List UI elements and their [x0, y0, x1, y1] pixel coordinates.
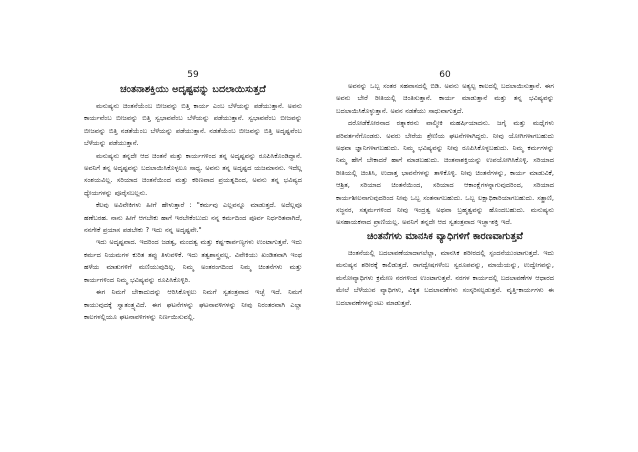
paragraph: ಚಿಂತನೆಯಲ್ಲಿ ಬದಲಾವಣೆಯಾದಾಗಲೆಲ್ಲಾ, ಮಾನಸಿಕ ಶರೀರದಲ್ಲಿ ಸ್ಪಂದನೆಯುಂಟಾಗುತ್ತದೆ. ಇದು ಮನುಷ್ಯನ ಶರೀರಕ್ಕೆ ಕಾಲಿಡುತ್ತದೆ. ರಾಗದ್ವೇಷಗಳೆಂಬ ಸ್ವರೂಪವನ್ನು, ಮಾಯೆಯನ್ನು, ಉದ್ವೇಗವನ್ನು, ಮನೋವ್ಯಾಧಿಗಳು ಕ್ರಮೇಣ ನರಗಳಿಂದ ಉಂಟಾಗುತ್ತವೆ. ನರಗಳ ಕಾರ್ಯದಲ್ಲಿ ಬದಲಾವಣೆಗಳ ಆಧಾರದ ಮೇಲೆ ಬೆಳೆಯುವ ವ್ಯಾಧಿಗಳು, ವಿಕೃತ ಬದಲಾವಣೆಗಳು ಸಂಸ್ಕರಿಸಲ್ಪಡುತ್ತವೆ. ವೃತ್ತಿ-ಕಾರ್ಯಗಳು ಈ ಬದಲಾವಣೆಗಳನ್ನುಂಟು ಮಾಡುತ್ತವೆ. [336, 248, 554, 307]
page-number: 60 [439, 70, 451, 80]
section-title: ಚಿಂತನೆಗಳು ಮಾನಸಿಕ ವ್ಯಾಧಿಗಳಿಗೆ ಕಾರಣವಾಗುತ್ತವೆ [367, 230, 523, 242]
left-page [84, 70, 302, 323]
paragraph: ಇದು ಅದೃಷ್ಟವಾದ. ಇದರಿಂದ ಜಡತ್ವ, ಮಂದತ್ವ ಮತ್ತು ಕಷ್ಟ-ಕಾರ್ಪಣ್ಯಗಳು ಉಂಟಾಗುತ್ತವೆ. ಇದು ಕರ್ಮದ ನಿಯಮಗಳ ಕುರಿತ ತಪ್ಪು ತಿಳುವಳಿಕೆ. ಇದು ತತ್ವಶಾಸ್ತ್ರವಲ್ಲ. ವಿವೇಕಿಯು ಖಂಡಿತವಾಗಿ ಇಂಥ ಹಳೆಯ ಮಾತುಗಳಿಗೆ ಮಣಿಯುವುದಿಲ್ಲ. ನಿಮ್ಮ ಅಂತರಂಗದಿಂದ ನಿಮ್ಮ ಚಿಂತನೆಗಳು ಮತ್ತು ಕಾರ್ಯಗಳಿಂದ ನಿಮ್ಮ ಭವಿಷ್ಯವನ್ನು ರೂಪಿಸಿಕೊಳ್ಳಿರಿ. [84, 238, 302, 284]
page-number: 59 [187, 70, 199, 80]
paragraph: ಕೆಲವು ಅವಿವೇಕಿಗಳು ಹೀಗೆ ಹೇಳುತ್ತಾರೆ : "ಕರ್ಮವು ಎಲ್ಲವನ್ನೂ ಮಾಡುತ್ತದೆ. ಅದೆಲ್ಲವೂ ಹಣೆಬರಹ. ನಾನು ಹೀಗೆ ಆಗಬೇಕು ಹಾಗೆ ಇರಬೇಕೆಂಬುದು ನನ್ನ ಕರ್ಮದಿಂದ ಪೂರ್ವ ನಿರ್ಧರಿತವಾಗಿದೆ, ನನಗೇಕೆ ಪ್ರಯಾಸ ಪಡಬೇಕು ? ಇದು ನನ್ನ ಅದೃಷ್ಟವೇ." [84, 201, 302, 235]
paragraph: ಈಗ ನಿಮಗೆ ಬೇಕಾದುದನ್ನು ಆರಿಸಿಕೊಳ್ಳಲು ನಿಮಗೆ ಸ್ವತಂತ್ರವಾದ ಇಚ್ಛೆ ಇದೆ. ನಿಮಗೆ ಕಾಯುವುದಕ್ಕೆ ಸ್ವಾತಂತ್ರ್ಯವಿದೆ. ಈಗ ಘಟನೆಗಳನ್ನು ಘಟನಾವಳಿಗಳನ್ನು ನೀವು ನಿರಂತರವಾಗಿ ಎಲ್ಲಾ ಕಾಲಗಳಲ್ಲಿಯೂ ಘಟನಾವಳಿಗಳನ್ನು ನಿರ್ಣಯಿಸುವಲ್ಲಿ. [84, 288, 302, 321]
paragraph: ಮನುಷ್ಯನು ತನ್ನದೇ ಆದ ಚಿಂತನೆ ಮತ್ತು ಕಾರ್ಯಗಳಿಂದ ತನ್ನ ಅದೃಷ್ಟವನ್ನು ರೂಪಿಸಿಕೊಂಡಿದ್ದಾನೆ. ಅವನಿಗೆ ತನ್ನ ಅದೃಷ್ಟವನ್ನು ಬದಲಾಯಿಸಿಕೊಳ್ಳಲೂ ಸಾಧ್ಯ. ಅವನು ತನ್ನ ಅದೃಷ್ಟದ ಯಜಮಾನನು. ಇದೆಲ್ಲ ಸಂಶಯವಿಲ್ಲ. ಸರಿಯಾದ ಚಿಂತನೆಯಿಂದ ಮತ್ತು ಕಠಿಣವಾದ ಪ್ರಯತ್ನದಿಂದ, ಅವನು ತನ್ನ ಭವಿಷ್ಯದ ಧ್ಯೇಯಗಳನ್ನು ಪೂರೈಸಬಲ್ಲನು. [84, 151, 302, 197]
right-page [336, 70, 554, 309]
paragraph: ದರೋಡೆಕೋರನಾದ ರತ್ನಾಕರನು ವಾಲ್ಮೀಕಿ ಮಹರ್ಷಿಯಾದನು. ಜಗೈ ಮತ್ತು ಮಧೈಗಳು ಪರಿವರ್ತನೆಗೊಂಡರು. ಅವರು ಬೇರೆಯ ಶ್ರೇಣಿಯ ಘಟನೆಗಳಾಗಿದ್ದರು. ನೀವು ಯೋಗಿಗಳಾಗಬಹುದು ಅಥವಾ ಜ್ಞಾನಿಗಳಾಗಬಹುದು. ನಿಮ್ಮ ಭವಿಷ್ಯವನ್ನು ನೀವು ರೂಪಿಸಿಕೊಳ್ಳಬಹುದು. ನಿಮ್ಮ ಕರ್ಮಗಳನ್ನು ನಿಮ್ಮ ಹೇಗೆ ಬೇಕಾದರೆ ಹಾಗೆ ಮಾಡಬಹುದು. ಚಿಂತನಾಶಕ್ತಿಯನ್ನು ಉಪಯೋಗಿಸಿಕೊಳ್ಳಿ. ಸರಿಯಾದ ರೀತಿಯಲ್ಲಿ ಚಿಂತಿಸಿ, ಉದಾತ್ತ ಭಾವನೆಗಳನ್ನು ತಾಳಿಕೊಳ್ಳಿ. ನೀವು ಚಿಂತನೆಗಳನ್ನು, ಕಾರ್ಯ ಮಾಡುವಿಕೆ, ಆಶ್ರಿತ, ಸರಿಯಾದ ಚಿಂತನೆಯಿಂದ, ಸರಿಯಾದ ಆಕಾಂಕ್ಷೆಗಳನ್ನಾಗುವುದರಿಂದ, ಸರಿಯಾದ ಕಾರ್ಯಶೀಲನಾಗುವುದರಿಂದ ನೀವು ಒಬ್ಬ ಸಂತನಾಗಬಹುದು. ಒಬ್ಬ ಲಕ್ಷಾಧಿಕಾರಿಯಾಗಬಹುದು. ಸತ್ಪ್ರಾಣಿ, ಸಜ್ಜನರ, ಸತ್ಕರ್ಮಗಳಿಂದ ನೀವು ಇಂದ್ರತ್ವ ಅಥವಾ ಬ್ರಹ್ಮತ್ವವನ್ನು ಹೊಂದಬಹುದು. ಮನುಷ್ಯನು ಅಸಹಾಯಕನಾದ ಪ್ರಾಣಿಯಲ್ಲ. ಅವನಿಗೆ ತನ್ನದೇ ಆದ ಸ್ವತಂತ್ರವಾದ ಇಚ್ಛಾ-ಶಕ್ತಿ ಇದೆ. [336, 119, 554, 227]
section-title: ಚಂತನಾಶಕ್ತಿಯು ಅದೃಷ್ಟವನ್ನು ಬದಲಾಯಿಸುತ್ತದೆ [120, 84, 266, 95]
paragraph: ಅವನನ್ನು ಒಬ್ಬ ಸಂತರ ಸಹವಾಸದಲ್ಲಿ ಬಿಡಿ. ಅವನು ಅತ್ಯಲ್ಪ ಕಾಲದಲ್ಲಿ ಬದಲಾಯಿಸುತ್ತಾನೆ. ಈಗ ಅವನು ಬೇರೆ ರೀತಿಯಲ್ಲಿ ಚಿಂತಿಸುತ್ತಾನೆ. ಕಾರ್ಯ ಮಾಡುತ್ತಾನೆ ಮತ್ತು ತನ್ನ ಭವಿಷ್ಯವನ್ನು ಬದಲಾಯಿಸಿಕೊಳ್ಳುತ್ತಾನೆ. ಅವನ ನಡತೆಯು ಸಾಧುವಾಗುತ್ತದೆ. [336, 82, 554, 115]
paragraph: ಮನುಷ್ಯನು ಚಿಂತನೆಯೆಂಬ ಬೀಜವನ್ನು ಬಿತ್ತಿ ಕಾರ್ಯ ಎಂಬ ಬೆಳೆಯನ್ನು ಪಡೆಯುತ್ತಾನೆ. ಅವನು ಕಾರ್ಯವೆಂಬ ಬೀಜವನ್ನು ಬಿತ್ತಿ ಸ್ವಭಾವವೆಂಬ ಬೆಳೆಯನ್ನು ಪಡೆಯುತ್ತಾನೆ. ಸ್ವಭಾವವೆಂಬ ಬೀಜವನ್ನು ಬೀಜವನ್ನು ಬಿತ್ತಿ ನಡತೆಯೆಂಬ ಬೆಳೆಯನ್ನು ಪಡೆಯುತ್ತಾನೆ. ನಡತೆಯೆಂಬ ಬೀಜವನ್ನು ಬಿತ್ತಿ ಅದೃಷ್ಟವೆಂಬ ಬೆಳೆಯನ್ನು ಪಡೆಯುತ್ತಾನೆ. [84, 102, 302, 148]
